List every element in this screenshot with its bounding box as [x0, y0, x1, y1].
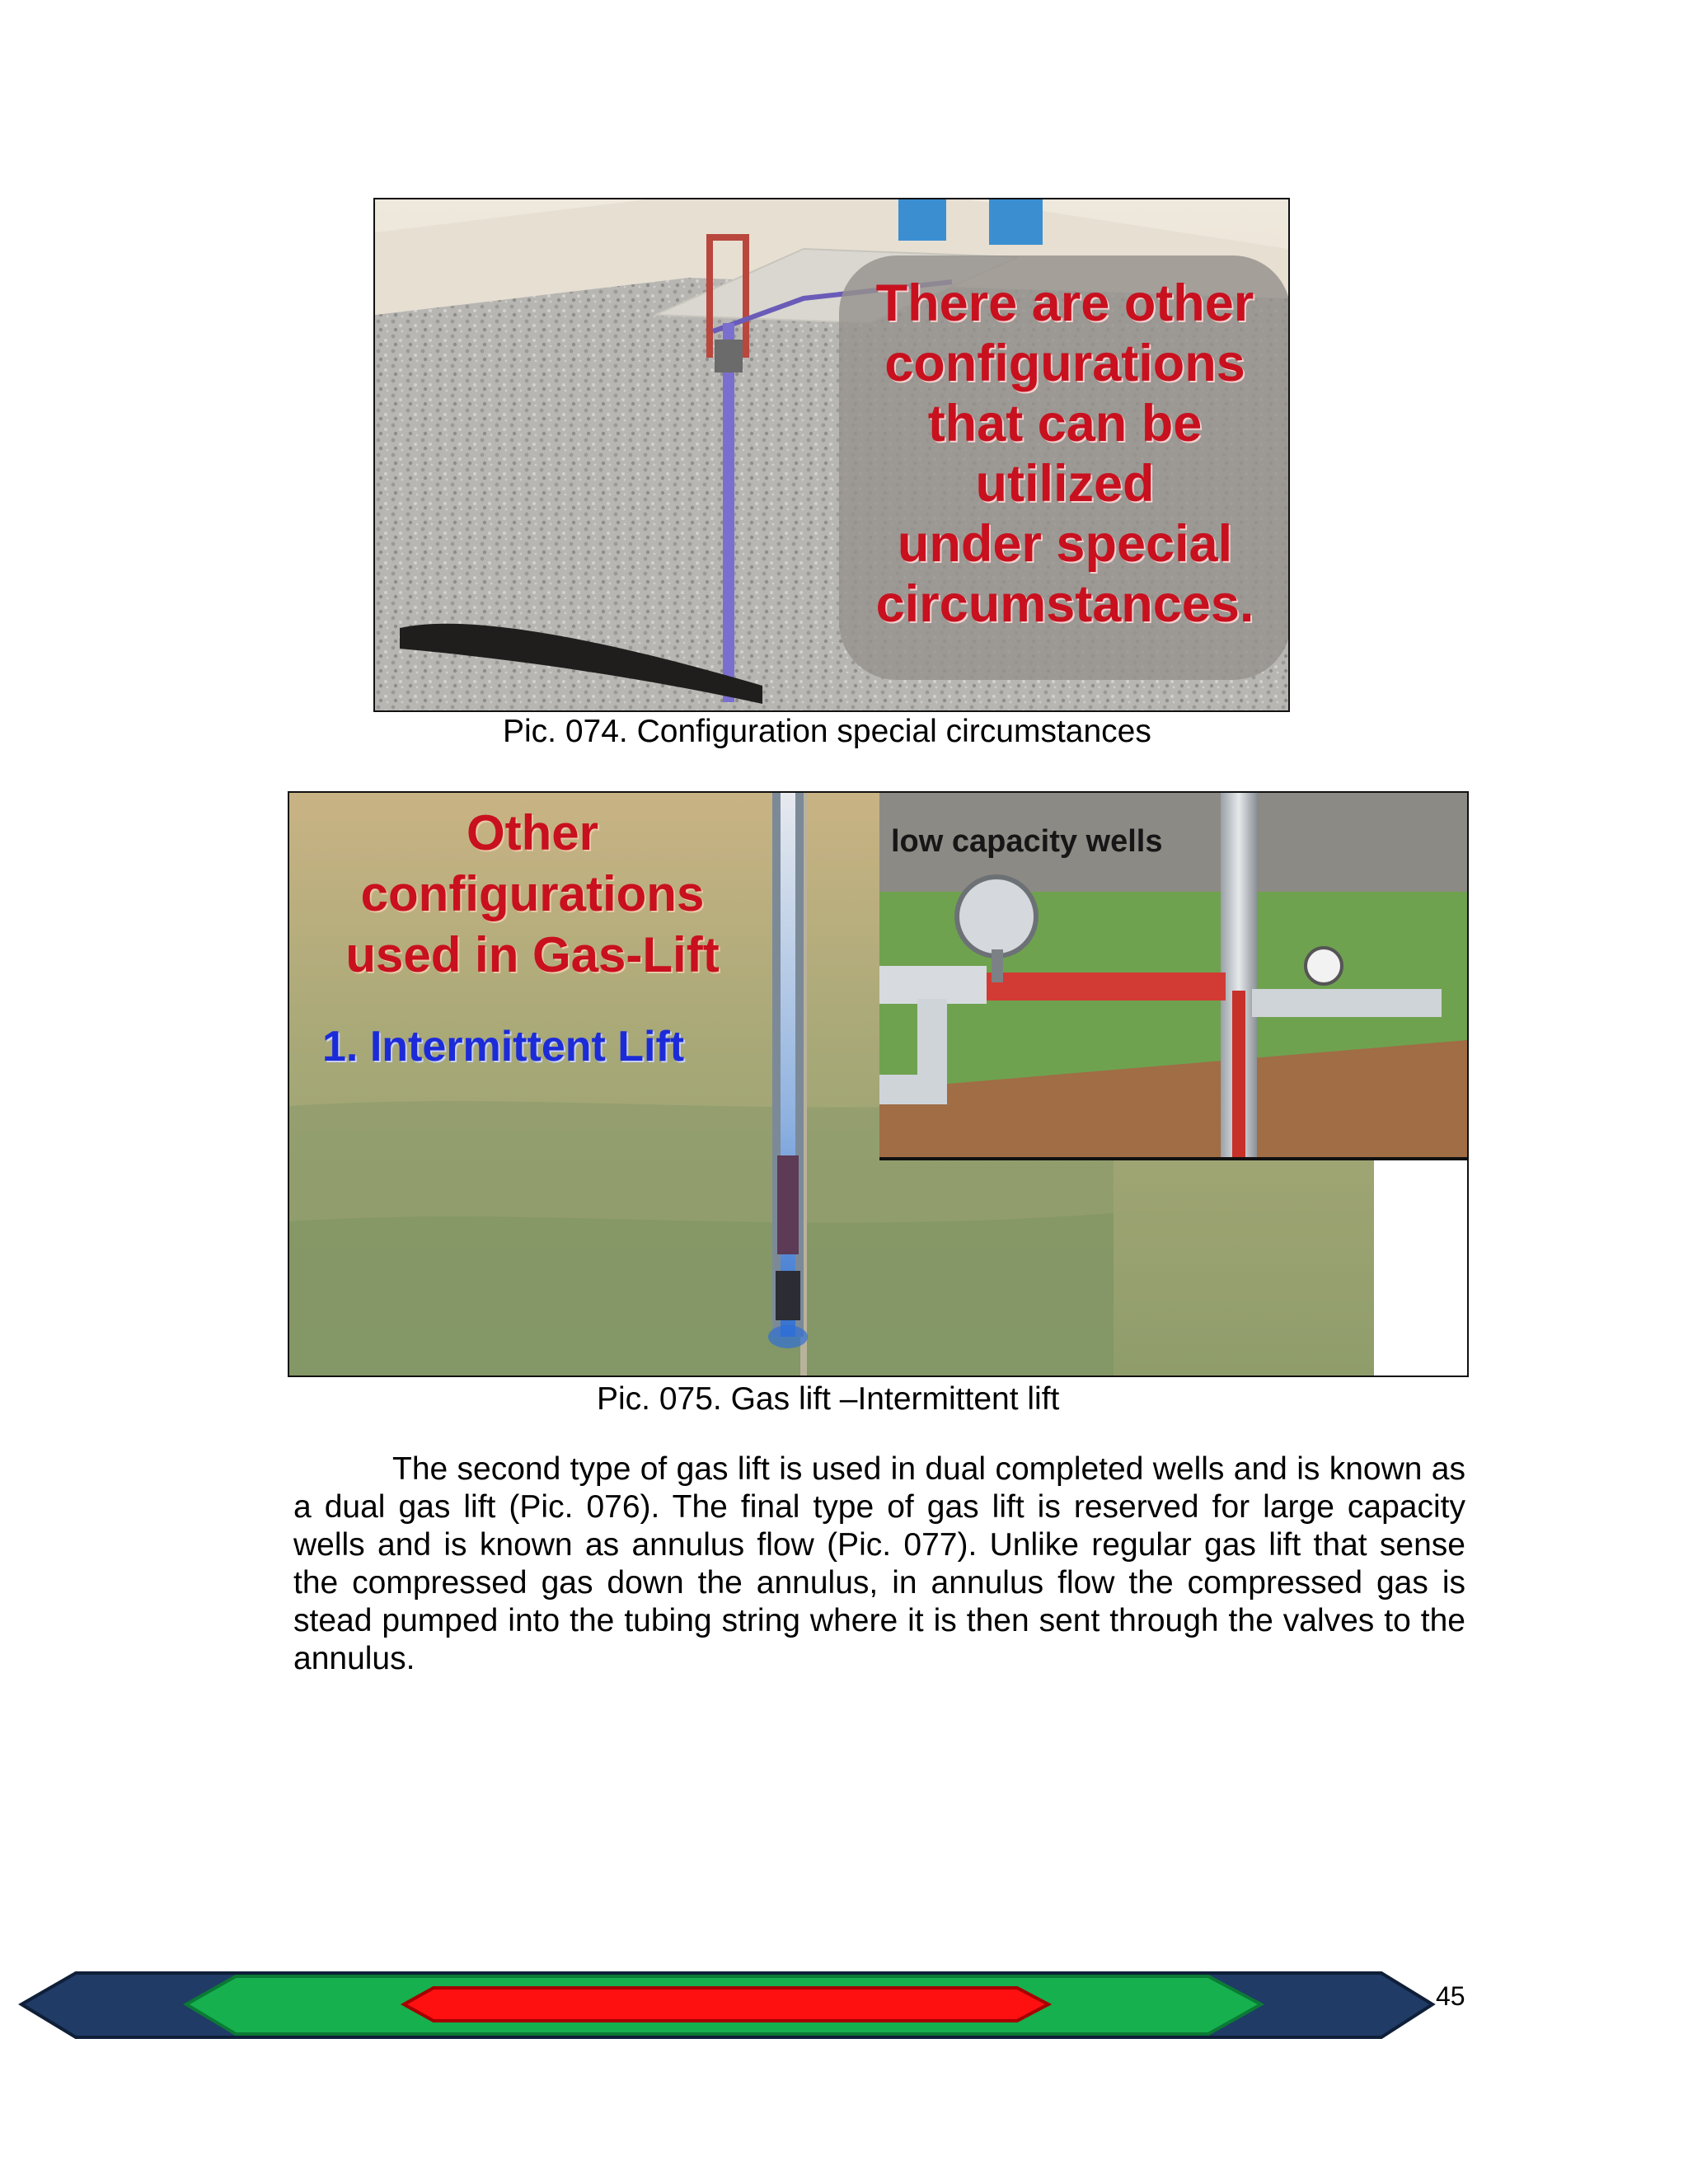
paragraph-text: The second type of gas lift is used in dual completed wells and is known as a dual gas lift (Pic. 076). The final type of gas lift is reserved for large capacity wells and is known as annulus flow (Pic. 077). Unlike regular gas lift that sense the compressed gas down the annulus, in annulus flow the compressed gas is stead pumped into the tubing string where it is then sent through the valves to the annulus. [293, 1451, 1465, 1676]
figure-intermittent-lift [288, 791, 1469, 1377]
inset-label: low capacity wells [891, 824, 1163, 859]
figure-caption: Pic. 075. Gas lift –Intermittent lift [597, 1381, 1060, 1417]
figure-title: Other configurations used in Gas-Lift [345, 805, 720, 982]
figure-caption: Pic. 074. Configuration special circumstances [503, 714, 1151, 749]
figure-configuration-special-circumstances [373, 198, 1290, 712]
figure-subtitle: 1. Intermittent Lift [322, 1023, 685, 1071]
overlay-text: There are other configurations that can be utilized under special circumstances. [875, 274, 1254, 633]
footer-inner-arrow [404, 1988, 1048, 2021]
body-paragraph [293, 1451, 1465, 1678]
page-number: 45 [1436, 1981, 1465, 2011]
footer-banner [0, 1961, 1688, 2060]
